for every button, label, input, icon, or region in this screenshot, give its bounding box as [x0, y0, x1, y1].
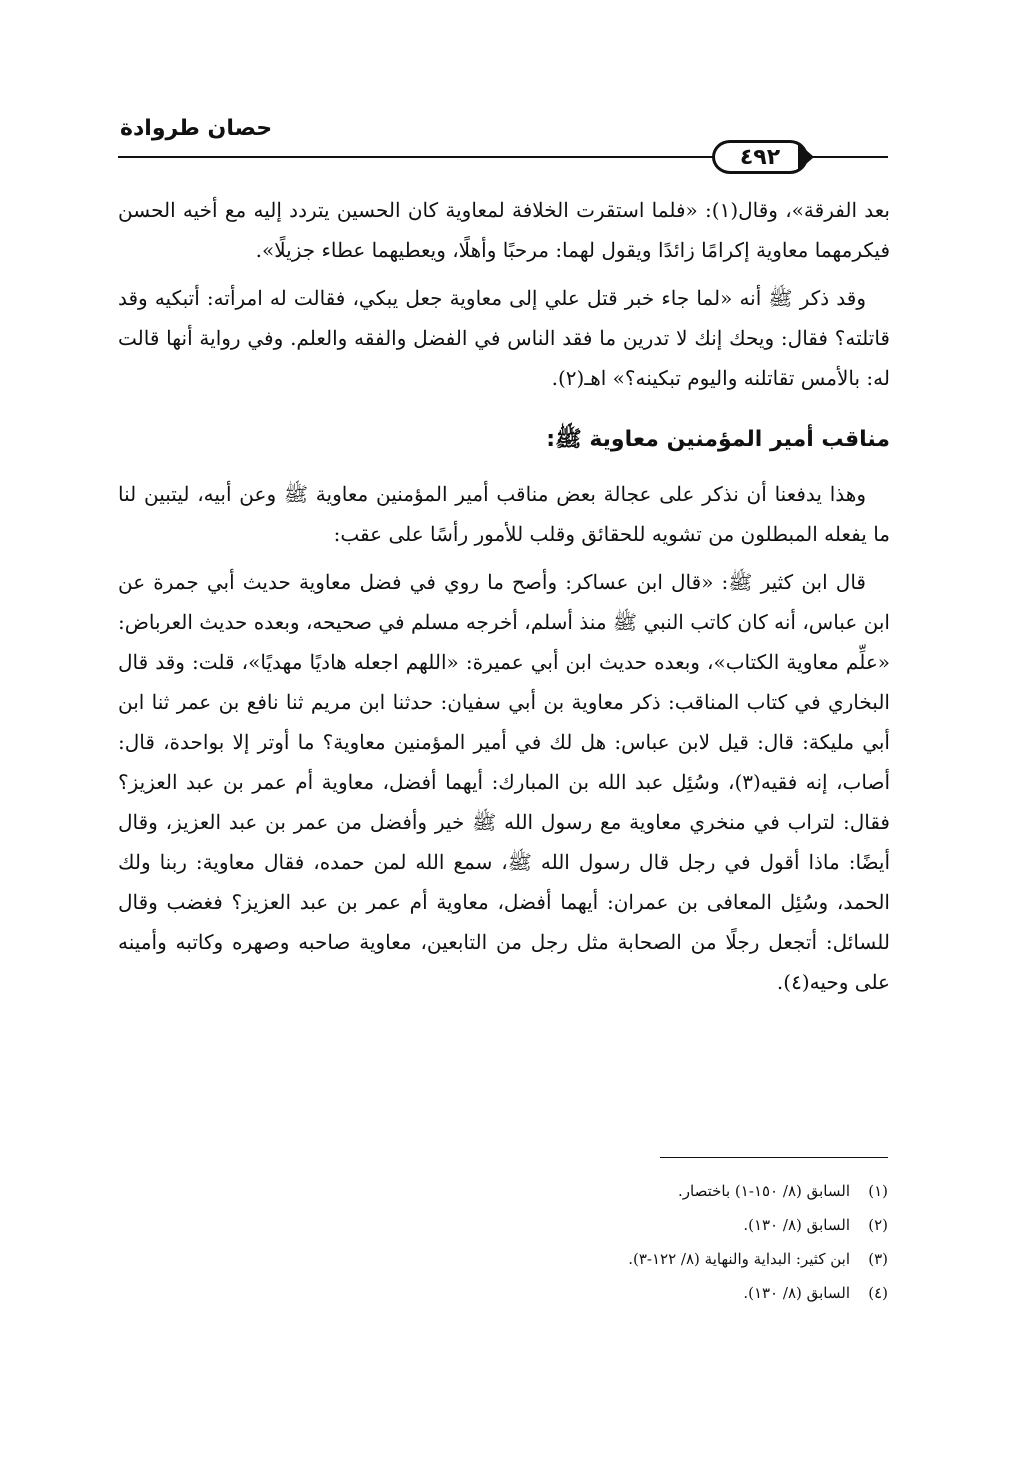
footnote-number: (٤): [868, 1284, 888, 1302]
footnote-number: (١): [868, 1182, 888, 1200]
paragraph-4: قال ابن كثير ﷺ: «قال ابن عساكر: وأصح ما روي في فضل معاوية حديث أبي جمرة عن ابن عباس، أنه كان كاتب النبي ﷺ منذ أسلم، أخرجه مسلم في صحيحه، وبعده حديث العرباض: «علِّم معاوية الكتاب»، وبعده حديث ابن أبي عميرة: «اللهم اجعله هاديًا مهديًا»، قلت: وقد قال البخاري في كتاب المناقب: ذكر معاوية بن أبي سفيان: حدثنا ابن مريم ثنا نافع بن عمر ثنا ابن أبي مليكة: قال: قيل لابن عباس: هل لك في أمير المؤمنين معاوية؟ ما أوتر إلا بواحدة، قال: أصاب، إنه فقيه(٣)، وسُئِل عبد الله بن المبارك: أيهما أفضل، معاوية أم عمر بن عبد العزيز؟ فقال: لتراب في منخري معاوية مع رسول الله ﷺ خير وأفضل من عمر بن عبد العزيز، وقال أيضًا: ماذا أقول في رجل قال رسول الله ﷺ، سمع الله لمن حمده، فقال معاوية: ربنا ولك الحمد، وسُئِل المعافى بن عمران: أيهما أفضل، معاوية أم عمر بن عبد العزيز؟ فغضب وقال للسائل: أتجعل رجلًا من الصحابة مثل رجل من التابعين، معاوية صاحبه وصهره وكاتبه وأمينه على وحيه(٤).: [118, 570, 891, 994]
body-text: [118, 190, 890, 1010]
footnote-text: السابق (٨/ ١٣٠).: [743, 1284, 850, 1302]
section-heading: مناقب أمير المؤمنين معاوية ﷺ:: [546, 427, 890, 452]
paragraph-3: وهذا يدفعنا أن نذكر على عجالة بعض مناقب أمير المؤمنين معاوية ﷺ وعن أبيه، ليتبين لنا ما يفعله المبطلون من تشويه للحقائق وقلب للأمور رأسًا على عقب:: [118, 482, 890, 546]
footnote-text: السابق (٨/ ١٥٠-١) باختصار.: [678, 1182, 850, 1200]
footnote-rule: [660, 1157, 888, 1158]
footnote-number: (٢): [868, 1216, 888, 1234]
footnote: [400, 1174, 888, 1208]
paragraph-1: بعد الفرقة»، وقال(١): «فلما استقرت الخلافة لمعاوية كان الحسين يتردد إليه مع أخيه الحسن فيكرمهما معاوية إكرامًا زائدًا ويقول لهما: مرحبًا وأهلًا، ويعطيهما عطاء جزيلًا».: [118, 198, 890, 262]
footnote: [400, 1242, 888, 1276]
footnote: [400, 1208, 888, 1242]
page-number-badge: [712, 140, 808, 174]
page-number-arrow-icon: [798, 143, 814, 171]
paragraph-2: وقد ذكر ﷺ أنه «لما جاء خبر قتل علي إلى معاوية جعل يبكي، فقالت له امرأته: أتبكيه وقد قاتلته؟ فقال: ويحك إنك لا تدرين ما فقد الناس في الفضل والفقه والعلم. وفي رواية أنها قالت له: بالأمس تقاتلنه واليوم تبكينه؟» اهـ(٢).: [118, 286, 890, 390]
running-title: حصان طروادة: [120, 116, 273, 141]
page-number: ٤٩٢: [739, 144, 781, 170]
footnote-text: ابن كثير: البداية والنهاية (٨/ ١٢٢-٣).: [628, 1250, 850, 1268]
footnote: [400, 1276, 888, 1310]
footnote-number: (٣): [868, 1250, 888, 1268]
footnote-text: السابق (٨/ ١٣٠).: [743, 1216, 850, 1234]
footnotes: [400, 1174, 888, 1310]
